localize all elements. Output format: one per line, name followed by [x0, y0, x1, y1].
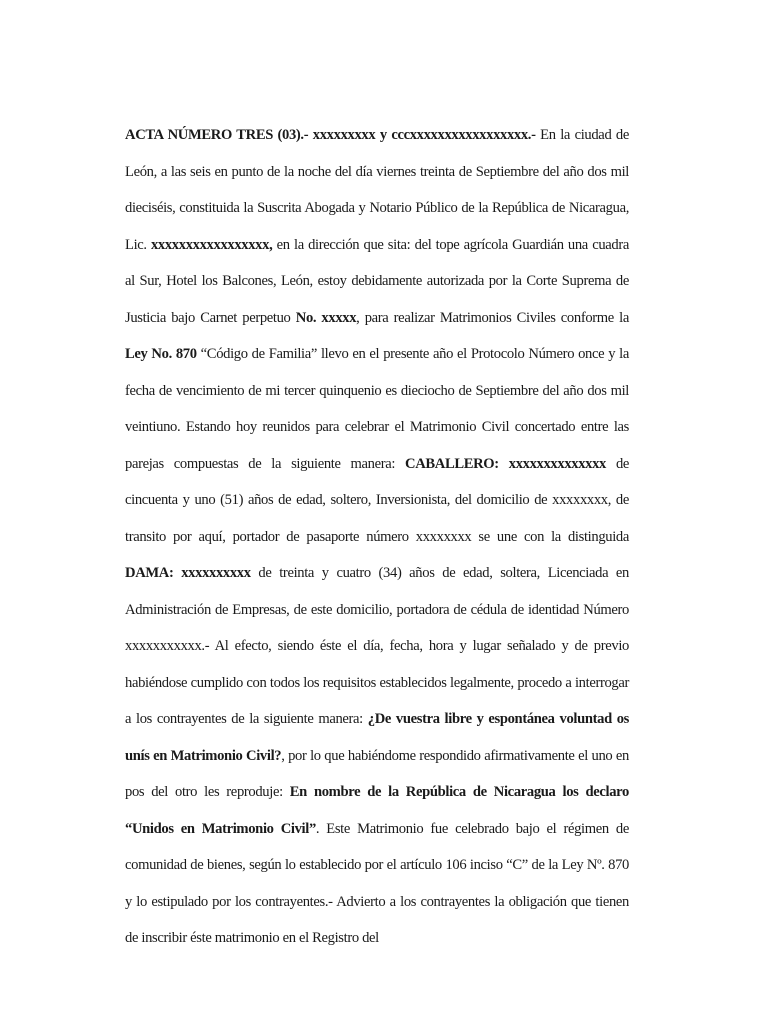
text-segment: . Este Matrimonio fue celebrado bajo el régimen de comunidad de bienes, según lo establecido por el artículo 106 inciso “C” de la Ley Nº. 870 y lo estipulado por los contrayentes.- Advierto a los contrayentes la obligación que tienen de inscribir éste matrimonio en el Registro del: [125, 820, 629, 946]
consent-question: ¿De vuestra libre y espontánea voluntad os unís en Matrimonio Civil?: [125, 711, 629, 764]
text-segment: “Código de Familia” llevo en el presente año el Protocolo Número once y la fecha de vencimiento de mi tercer quinquenio es dieciocho de Septiembre del año dos mil veintiuno. Estando hoy reunidos para celebrar el Matrimonio Civil concertado entre las parejas compuestas de la siguiente manera:: [125, 346, 629, 472]
groom-name: CABALLERO: xxxxxxxxxxxxxx: [405, 455, 607, 472]
text-segment: , para realizar Matrimonios Civiles conforme la: [356, 309, 630, 326]
law-reference: Ley No. 870: [125, 346, 197, 362]
text-segment: de cincuenta y uno (51) años de edad, soltero, Inversionista, del domicilio de xxxxxxxx, de transito por aquí, portador de pasaporte número xxxxxxxx se une con la distinguida: [125, 455, 630, 545]
carnet-number: No. xxxxx: [295, 309, 357, 326]
document-paragraph: [125, 117, 629, 957]
bride-name: DAMA: xxxxxxxxxx: [125, 565, 251, 581]
notary-name: xxxxxxxxxxxxxxxxx,: [150, 236, 273, 253]
text-segment: en la dirección que sita: del tope agrícola Guardián una cuadra al Sur, Hotel los Balcones, León, estoy debidamente autorizada por la Corte Suprema de Justicia bajo Carnet perpetuo: [125, 236, 629, 326]
marriage-declaration: En nombre de la República de Nicaragua los declaro “Unidos en Matrimonio Civil”: [125, 784, 629, 837]
text-segment: En la ciudad de León, a las seis en punto de la noche del día viernes treinta de Septiembre del año dos mil dieciséis, constituida la Suscrita Abogada y Notario Público de la República de Nicaragua, Lic.: [125, 127, 629, 253]
acta-heading: ACTA NÚMERO TRES (03).- xxxxxxxxx y cccxxxxxxxxxxxxxxxxx.-: [125, 127, 536, 143]
text-segment: , por lo que habiéndome respondido afirmativamente el uno en pos del otro les reproduje:: [125, 747, 630, 800]
text-segment: de treinta y cuatro (34) años de edad, soltera, Licenciada en Administración de Empresas, de este domicilio, portadora de cédula de identidad Número xxxxxxxxxxx.- Al efecto, siendo éste el día, fecha, hora y lugar señalado y de previo habiéndose cumplido con todos los requisitos establecidos legalmente, procedo a interrogar a los contrayentes de la siguiente manera:: [125, 565, 629, 727]
